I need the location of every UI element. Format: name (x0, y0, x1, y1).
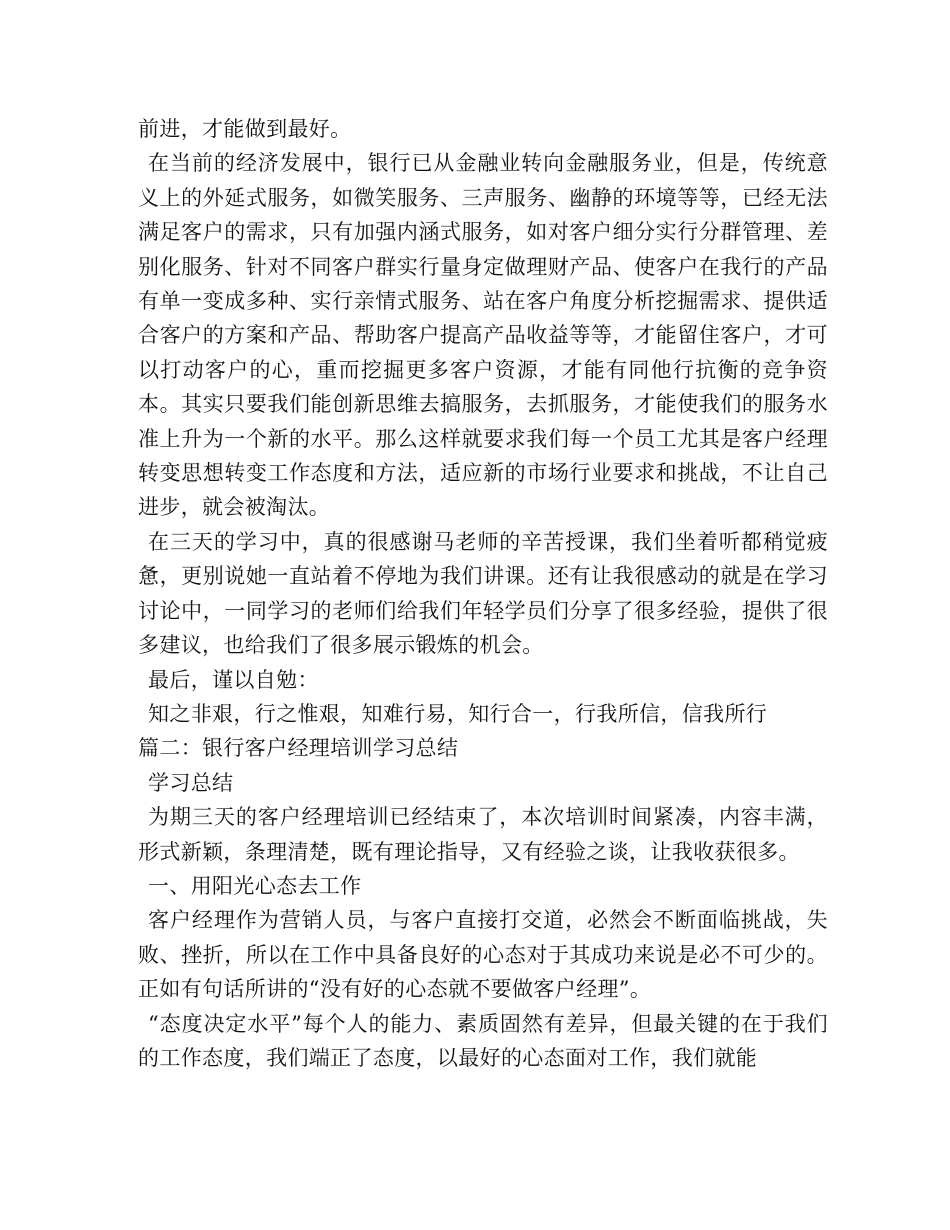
section-heading-part-two: 篇二：银行客户经理培训学习总结 (138, 736, 459, 761)
paragraph-three-day-study: 在三天的学习中，真的很感谢马老师的辛苦授课，我们坐着听都稍觉疲惫，更别说她一直站着不停地为我们讲课。还有让我很感动的就是在学习讨论中，一同学习的老师们给我们年轻学员们分享了很多经验，提供了很多建议，也给我们了很多展示锻炼的机会。 (138, 529, 828, 658)
document-page (138, 112, 828, 1075)
paragraph-continuation: 前进，才能做到最好。 (138, 117, 352, 141)
paragraph-training-intro: 为期三天的客户经理培训已经结束了，本次培训时间紧凑，内容丰满，形式新颖，条理清楚，既有理论指导，又有经验之谈，让我收获很多。 (138, 805, 828, 864)
paragraph-motto: 知之非艰，行之惟艰，知难行易，知行合一，行我所信，信我所行 (148, 701, 768, 726)
paragraph-closing: 最后，谨以自勉： (148, 667, 319, 692)
paragraph-account-manager: 客户经理作为营销人员，与客户直接打交道，必然会不断面临挑战，失败、挫折，所以在工作中具备良好的心态对于其成功来说是必不可少的。正如有句话所讲的“没有好的心态就不要做客户经理”。 (138, 908, 828, 1002)
subheading-sunny-attitude: 一、用阳光心态去工作 (148, 873, 362, 898)
paragraph-attitude-level: “态度决定水平”每个人的能力、素质固然有差异，但最关键的在于我们的工作态度，我们端正了态度，以最好的心态面对工作，我们就能 (138, 1011, 828, 1070)
subheading-study-summary: 学习总结 (148, 770, 234, 795)
paragraph-bank-service: 在当前的经济发展中，银行已从金融业转向金融服务业，但是，传统意义上的外延式服务，如微笑服务、三声服务、幽静的环境等等，已经无法满足客户的需求，只有加强内涵式服务，如对客户细分实行分群管理、差别化服务、针对不同客户群实行量身定做理财产品、使客户在我行的产品有单一变成多种、实行亲情式服务、站在客户角度分析挖掘需求、提供适合客户的方案和产品、帮助客户提高产品收益等等，才能留住客户，才可以打动客户的心，重而挖掘更多客户资源，才能有同他行抗衡的竞争资本。其实只要我们能创新思维去搞服务，去抓服务，才能使我们的服务水准上升为一个新的水平。那么这样就要求我们每一个员工尤其是客户经理转变思想转变工作态度和方法，适应新的市场行业要求和挑战，不让自己进步，就会被淘汰。 (138, 151, 828, 520)
